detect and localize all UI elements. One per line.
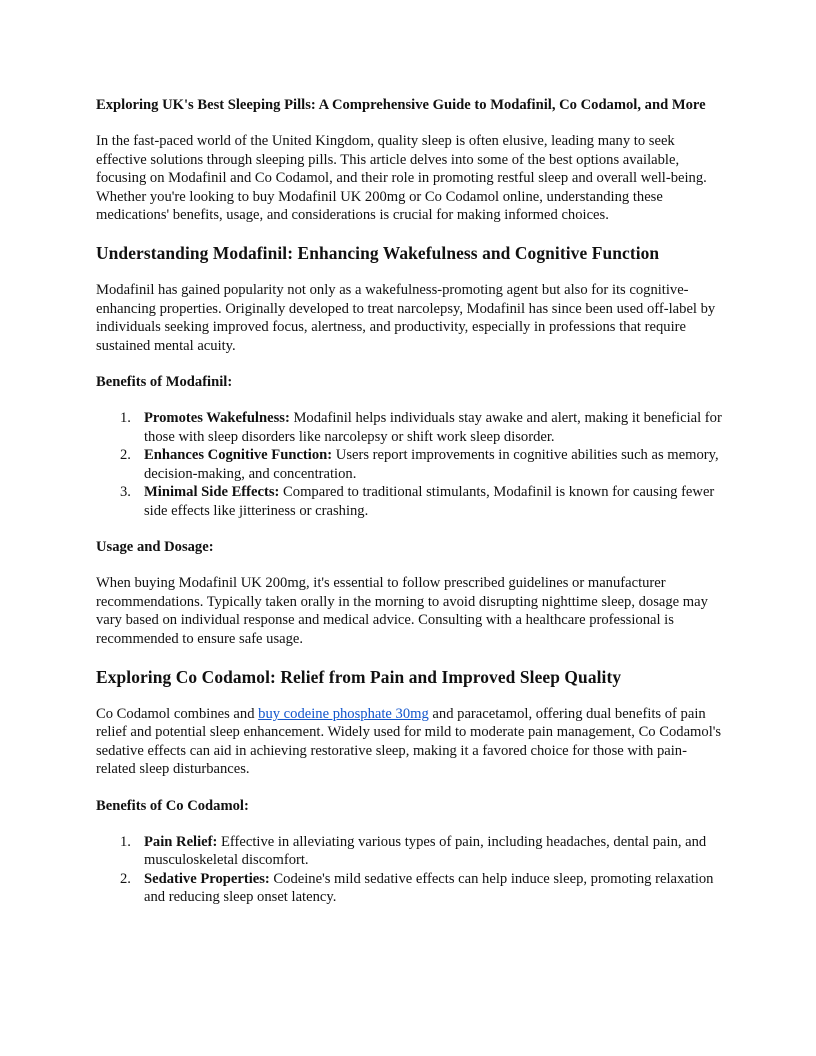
list-item [96,870,722,907]
list-term: Enhances Cognitive Function: [144,447,333,464]
list-text: Effective in alleviating various types of pain, including headaches, dental pain, and musculoskeletal discomfort. [144,833,707,869]
codeine-link[interactable]: buy codeine phosphate 30mg [258,705,429,722]
list-text: Modafinil helps individuals stay awake and alert, making it beneficial for those with sleep disorders like narcolepsy or shift work sleep disorder. [144,410,722,445]
modafinil-benefits-list [96,409,722,519]
intro-paragraph: In the fast-paced world of the United Kingdom, quality sleep is often elusive, leading many to seek effective solutions through sleeping pills. This article delves into some of the best options available, focusing on Modafinil and Co Codamol, and their role in promoting restful sleep and overall well-being. Whether you're looking to buy Modafinil UK 200mg or Co Codamol online, understanding these medications' benefits, usage, and considerations is crucial for making informed choices. [96,133,707,224]
list-text: Users report improvements in cognitive abilities such as memory, decision-making, and concentration. [144,447,719,482]
list-term: Promotes Wakefulness: [144,410,290,427]
list-item [96,483,722,520]
modafinil-intro: Modafinil has gained popularity not only as a wakefulness-promoting agent but also for its cognitive-enhancing properties. Originally developed to treat narcolepsy, Modafinil has since been used off-label by individuals seeking improved focus, alertness, and productivity, especially in professions that require sustained mental acuity. [96,282,716,354]
list-number: 3. [120,484,131,501]
document-page [96,96,722,907]
list-term: Pain Relief: [144,833,218,850]
list-term: Minimal Side Effects: [144,484,280,501]
modafinil-heading: Understanding Modafinil: Enhancing Wakefulness and Cognitive Function [96,243,660,264]
cocodamol-heading: Exploring Co Codamol: Relief from Pain and Improved Sleep Quality [96,666,622,687]
list-text: Codeine's mild sedative effects can help induce sleep, promoting relaxation and reducing sleep onset latency. [144,870,714,906]
list-text: Compared to traditional stimulants, Modafinil is known for causing fewer side effects like jitteriness or crashing. [144,484,715,519]
cocodamol-intro-end: and paracetamol, offering dual benefits of pain relief and potential sleep enhancement. Widely used for mild to moderate pain management, Co Codamol's sedative effects can aid in achieving restorative sleep, making it a favored choice for those with pain-related sleep disturbances. [96,705,722,778]
usage-label: Usage and Dosage: [96,538,214,555]
list-number: 1. [120,833,131,850]
modafinil-benefits-label: Benefits of Modafinil: [96,374,233,391]
cocodamol-intro [96,705,722,779]
list-number: 2. [120,870,131,887]
list-item [96,409,722,446]
list-number: 1. [120,410,131,427]
list-number: 2. [120,447,131,464]
cocodamol-benefits-label: Benefits of Co Codamol: [96,797,249,814]
cocodamol-intro-start: Co Codamol combines and [96,705,259,722]
list-term: Sedative Properties: [144,870,270,887]
document-title: Exploring UK's Best Sleeping Pills: A Comprehensive Guide to Modafinil, Co Codamol, and More [96,97,706,113]
usage-paragraph: When buying Modafinil UK 200mg, it's essential to follow prescribed guidelines or manufacturer recommendations. Typically taken orally in the morning to avoid disrupting nighttime sleep, dosage may vary based on individual response and medical advice. Consulting with a healthcare professional is recommended to ensure safe usage. [96,575,708,647]
list-item [96,833,722,870]
list-item [96,446,722,483]
cocodamol-benefits-list [96,833,722,907]
